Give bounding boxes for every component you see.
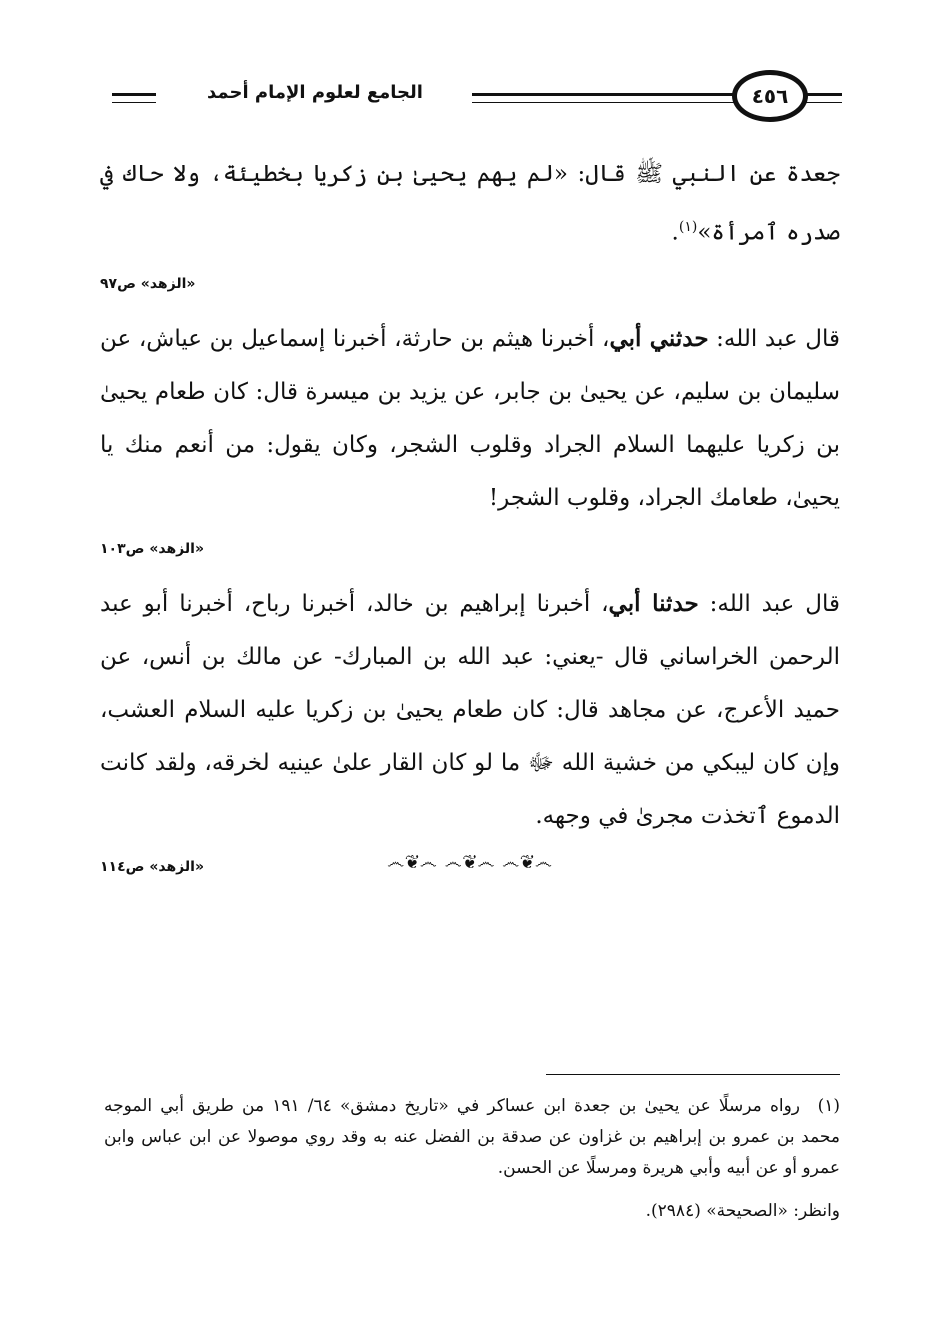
footnote-separator <box>546 1074 840 1075</box>
footnote-marker: (١) <box>678 219 698 235</box>
entry-text <box>100 312 840 525</box>
footnote-extra: وانظر: «الصحيحة» (٢٩٨٤). <box>645 1201 840 1221</box>
text-segment: جعدة عن النبي ﷺ قال: «لم يهم يحيىٰ بن زكريا بخطيئة، ولا حاك في صدره ٱمرأة» <box>100 161 840 246</box>
text-segment: ، أخبرنا هيثم بن حارثة، أخبرنا إسماعيل بن عياش، عن سليمان بن سليم، عن يحيىٰ بن جابر، عن يزيد بن ميسرة قال: كان طعام يحيىٰ بن زكريا عليهما السلام الجراد وقلوب الشجر، وكان يقول: من أنعم منك يا يحيىٰ، طعامك الجراد، وقلوب الشجر! <box>100 325 840 511</box>
main-text <box>100 148 840 895</box>
running-title: الجامع لعلوم الإمام أحمد <box>207 82 423 103</box>
footnote-item <box>104 1091 840 1227</box>
text-segment: . <box>671 219 679 246</box>
footnotes <box>104 1091 840 1227</box>
entry-3 <box>100 577 840 879</box>
page-number: ٤٥٦ <box>732 70 808 122</box>
header-rule-left <box>112 93 156 103</box>
source-reference: «الزهد» ص١٠٣ <box>100 540 204 557</box>
text-segment: ، أخبرنا إبراهيم بن خالد، أخبرنا رباح، أخبرنا أبو عبد الرحمن الخراساني قال -يعني: عبد الله بن المبارك- عن مالك بن أنس، عن حميد الأعرج، عن مجاهد قال: كان طعام يحيىٰ بن زكريا عليه السلام العشب، وإن كان ليبكي من خشية الله ﷻ ما لو كان القار علىٰ عينيه لخرقه، ولقد كانت الدموع ٱتخذت مجرىٰ في وجهه. <box>100 590 840 829</box>
text-segment: قال عبد الله: <box>698 590 840 617</box>
narrator-phrase: حدثنا أبي <box>608 589 699 617</box>
entry-2 <box>100 312 840 561</box>
entry-1 <box>100 148 840 296</box>
page-header <box>100 66 840 130</box>
decorative-ornament: ෴❦෴ ෴❦෴ ෴❦෴ <box>387 852 553 873</box>
footnote-number: (١) <box>817 1096 840 1116</box>
footnote-text: رواه مرسلًا عن يحيىٰ بن جعدة ابن عساكر في «تاريخ دمشق» ٦٤/ ١٩١ من طريق أبي الموجه محمد بن عمرو بن إبراهيم بن غزاون عن صدقة بن الفضل عنه به وقد روي موصولا عن ابن عباس وابن عمرو أو عن أبيه وأبي هريرة ومرسلًا عن الحسن. <box>104 1096 840 1178</box>
narrator-phrase: حدثني أبي <box>609 324 709 352</box>
source-reference: «الزهد» ص١١٤ <box>100 858 204 875</box>
text-segment: قال عبد الله: <box>708 325 840 352</box>
entry-text <box>100 148 840 260</box>
source-reference: «الزهد» ص٩٧ <box>100 275 196 292</box>
entry-text <box>100 577 840 843</box>
